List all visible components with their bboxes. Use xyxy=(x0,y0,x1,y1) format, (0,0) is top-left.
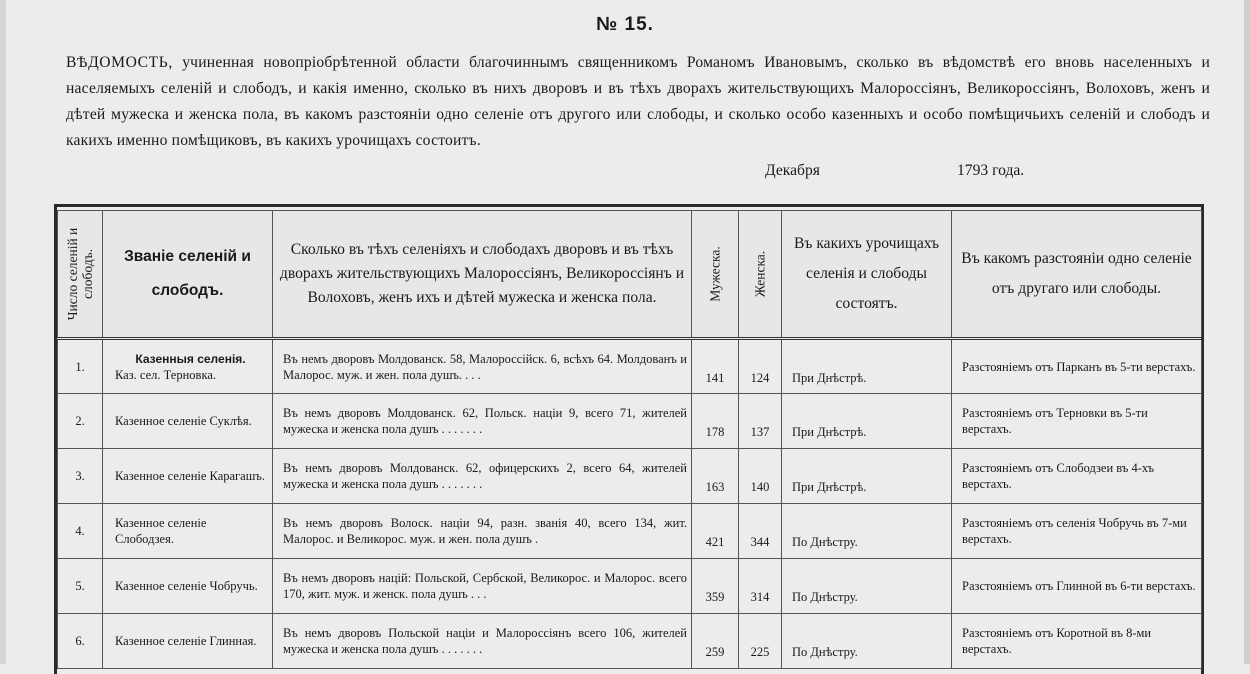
row-location: По Днѣстру. xyxy=(782,559,952,614)
row-name xyxy=(103,504,273,559)
row-female-count: 344 xyxy=(739,504,782,559)
row-description: Въ немъ дворовъ націй: Польской, Сербской, Великорос. и Малорос. всего 170, жит. муж. и женск. пола душъ . . . xyxy=(273,559,692,614)
document-number: № 15. xyxy=(596,14,654,35)
settlement-ledger xyxy=(54,204,1204,674)
row-name xyxy=(103,339,273,394)
row-description: Въ немъ дворовъ Молдованск. 62, офицерскихъ 2, всего 64, жителей мужеска и женска пола душъ . . . . . . . xyxy=(273,449,692,504)
row-number: 4. xyxy=(58,504,103,559)
row-location: По Днѣстру. xyxy=(782,614,952,669)
date-month: Декабря xyxy=(765,162,820,179)
row-description: Въ немъ дворовъ Молдованск. 62, Польск. націи 9, всего 71, жителей мужеска и женска пола душъ . . . . . . . xyxy=(273,394,692,449)
settlement-name: Казенное селеніе Суклѣя. xyxy=(115,414,252,428)
page-edge-left xyxy=(0,0,6,664)
row-location: При Днѣстрѣ. xyxy=(782,339,952,394)
header-name: Званіе селеній и слободъ. xyxy=(103,211,273,339)
header-male-label: Мужеска. xyxy=(707,246,723,302)
header-male xyxy=(692,211,739,339)
row-female-count: 124 xyxy=(739,339,782,394)
row-number: 2. xyxy=(58,394,103,449)
row-number: 5. xyxy=(58,559,103,614)
category-heading: Казенныя селенія. xyxy=(135,351,246,366)
row-male-count: 259 xyxy=(692,614,739,669)
page-edge-right xyxy=(1244,0,1250,664)
row-description: Въ немъ дворовъ Волоск. націи 94, разн. званія 40, всего 134, жит. Малорос. и Великорос. муж. и жен. пола душъ . xyxy=(273,504,692,559)
settlement-name: Казенное селеніе Карагашъ. xyxy=(115,469,265,483)
row-number: 6. xyxy=(58,614,103,669)
row-male-count: 141 xyxy=(692,339,739,394)
table-row xyxy=(58,614,1202,669)
row-number: 1. xyxy=(58,339,103,394)
row-location: При Днѣстрѣ. xyxy=(782,449,952,504)
header-female-label: Женска. xyxy=(752,250,768,298)
row-name xyxy=(103,449,273,504)
header-female xyxy=(739,211,782,339)
row-male-count: 163 xyxy=(692,449,739,504)
row-female-count: 225 xyxy=(739,614,782,669)
date-year: 1793 года. xyxy=(957,162,1025,179)
intro-text: учиненная новопріобрѣтенной области благочиннымъ священникомъ Романомъ Ивановымъ, сколько въ вѣдомствѣ его вновь населенныхъ и населяемыхъ селеній и слободъ, и какія именно, сколько въ нихъ дворовъ и въ тѣхъ дворахъ жительствующихъ Малороссіянъ, Великороссіянъ, Волоховъ, женъ и дѣтей мужеска и женска пола, въ какомъ разстояніи одно селеніе отъ другого или слободы, и сколько особо казенныхъ и особо помѣщичьихъ селеній и слободъ и какихъ именно помѣщиковъ, въ какихъ урочищахъ состоитъ. xyxy=(66,54,1210,149)
row-distance: Разстояніемъ отъ Парканъ въ 5-ти верстахъ. xyxy=(952,339,1202,394)
table-row xyxy=(58,504,1202,559)
row-location: По Днѣстру. xyxy=(782,504,952,559)
row-distance: Разстояніемъ отъ Глинной въ 6-ти верстахъ. xyxy=(952,559,1202,614)
header-row xyxy=(58,211,1202,339)
row-distance: Разстояніемъ отъ Коротной въ 8-ми верстахъ. xyxy=(952,614,1202,669)
table-row xyxy=(58,339,1202,394)
row-female-count: 140 xyxy=(739,449,782,504)
intro-lead: ВѢДОМОСТЬ, xyxy=(66,54,173,71)
row-name xyxy=(103,559,273,614)
settlement-name: Казенное селеніе Глинная. xyxy=(115,634,257,648)
document-intro xyxy=(66,50,1210,154)
header-number-label: Число селеній и слободъ. xyxy=(65,227,95,321)
row-description: Въ немъ дворовъ Молдованск. 58, Малороссійск. 6, всѣхъ 64. Молдованъ и Малорос. муж. и жен. пола душъ. . . . xyxy=(273,339,692,394)
header-location: Въ какихъ урочищахъ селенія и слободы состоятъ. xyxy=(782,211,952,339)
dateline xyxy=(0,162,1250,188)
header-description: Сколько въ тѣхъ селеніяхъ и слободахъ дворовъ и въ тѣхъ дворахъ жительствующихъ Малороссіянъ, Великороссіянъ и Волоховъ, женъ ихъ и дѣтей мужеска и женска пола. xyxy=(273,211,692,339)
row-male-count: 178 xyxy=(692,394,739,449)
row-name xyxy=(103,614,273,669)
row-male-count: 359 xyxy=(692,559,739,614)
row-number: 3. xyxy=(58,449,103,504)
settlement-name: Казенное селеніе Чобручь. xyxy=(115,579,258,593)
settlement-name: Казенное селеніе Слободзея. xyxy=(115,516,207,546)
header-distance: Въ какомъ разстояніи одно селеніе отъ другаго или слободы. xyxy=(952,211,1202,339)
table-row xyxy=(58,394,1202,449)
ledger-table xyxy=(57,210,1202,669)
table-row xyxy=(58,449,1202,504)
row-distance: Разстояніемъ отъ Терновки въ 5-ти верстахъ. xyxy=(952,394,1202,449)
row-male-count: 421 xyxy=(692,504,739,559)
row-female-count: 137 xyxy=(739,394,782,449)
row-location: При Днѣстрѣ. xyxy=(782,394,952,449)
table-row xyxy=(58,559,1202,614)
row-female-count: 314 xyxy=(739,559,782,614)
header-number xyxy=(58,211,103,339)
row-distance: Разстояніемъ отъ Слободзеи въ 4-хъ верстахъ. xyxy=(952,449,1202,504)
settlement-name: Каз. сел. Терновка. xyxy=(115,367,217,382)
row-name xyxy=(103,394,273,449)
row-description: Въ немъ дворовъ Польской націи и Малороссіянъ всего 106, жителей мужеска и женска пола душъ . . . . . . . xyxy=(273,614,692,669)
row-distance: Разстояніемъ отъ селенія Чобручь въ 7-ми верстахъ. xyxy=(952,504,1202,559)
